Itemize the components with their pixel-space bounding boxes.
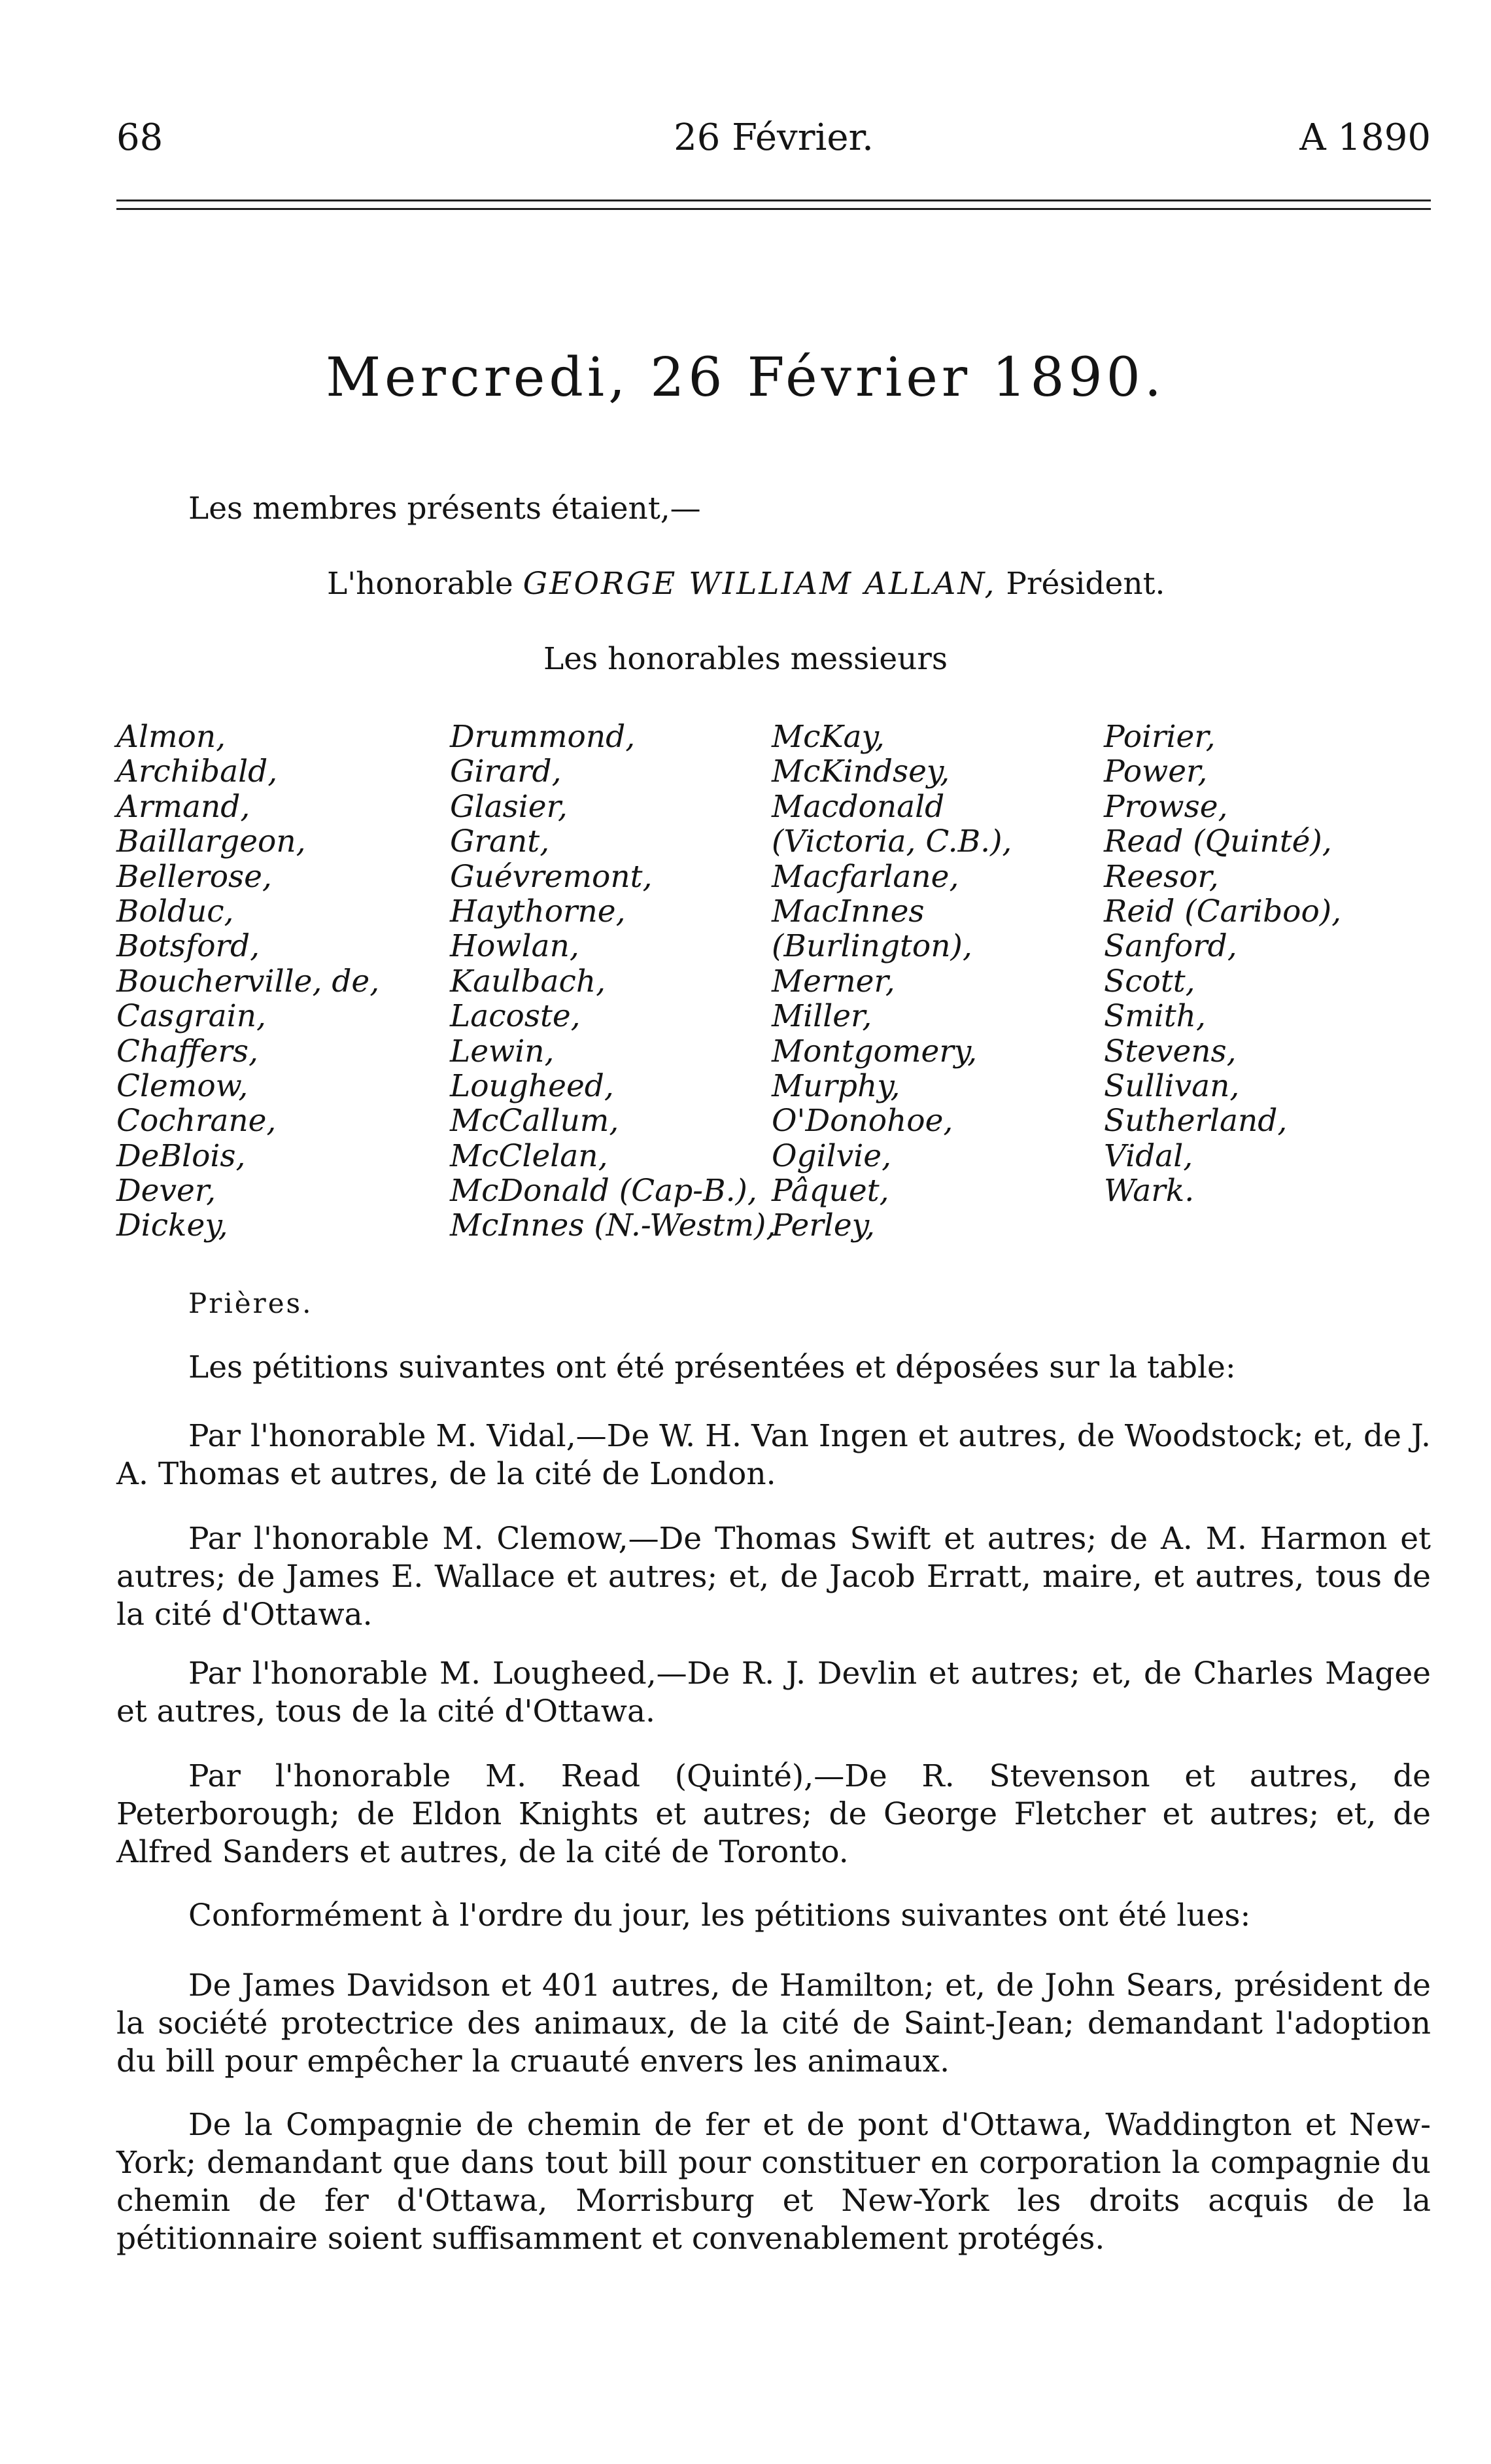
member-name: Miller, [772, 998, 872, 1035]
member-name: Kaulbach, [450, 963, 606, 999]
member-name: Dickey, [116, 1207, 228, 1244]
member-name: Boucherville, de, [116, 963, 380, 999]
member-name: Wark. [1104, 1173, 1195, 1209]
member-name: McKindsey, [772, 754, 950, 790]
member-name: Howlan, [450, 928, 579, 965]
paragraph-petition-vidal: Par l'honorable M. Vidal,—De W. H. Van Ingen et autres, de Woodstock; et, de J. A. Thomas et autres, de la cité de London. [116, 1418, 1431, 1492]
member-name: Glasier, [450, 788, 568, 825]
paragraph-petitions-presented: Les pétitions suivantes ont été présentées et déposées sur la table: [188, 1349, 1236, 1385]
member-name: Clemow, [116, 1067, 248, 1104]
member-name: McKay, [772, 719, 885, 755]
paragraph-petition-davidson: De James Davidson et 401 autres, de Hamilton; et, de John Sears, président de la société protectrice des animaux, de la cité de Saint-Jean; demandant l'adoption du bill pour empêcher la cruauté envers les animaux. [116, 1968, 1431, 2079]
member-name: Bolduc, [116, 893, 234, 929]
member-name: Vidal, [1104, 1137, 1193, 1174]
header-rule-bottom [116, 208, 1431, 210]
member-name: Poirier, [1104, 719, 1216, 755]
page-number: 68 [116, 116, 163, 159]
member-name: Botsford, [116, 928, 260, 965]
members-intro: Les membres présents étaient,— [188, 491, 701, 527]
members-column-4 [1104, 720, 1341, 1208]
member-name: Sullivan, [1104, 1067, 1240, 1104]
member-name: Bellerose, [116, 858, 272, 895]
member-name: McClelan, [450, 1137, 608, 1174]
member-name: McCallum, [450, 1103, 619, 1139]
member-name: Baillargeon, [116, 824, 306, 860]
member-name: Macdonald [772, 788, 945, 825]
member-name: Pâquet, [772, 1173, 889, 1209]
paragraph-petitions-read: Conformément à l'ordre du jour, les pétitions suivantes ont été lues: [188, 1898, 1251, 1934]
member-name: O'Donohoe, [772, 1103, 953, 1139]
member-name: DeBlois, [116, 1137, 246, 1174]
president-line [327, 566, 1165, 602]
header-date: 26 Février. [674, 116, 874, 159]
member-name: Montgomery, [772, 1033, 978, 1069]
paragraph-petition-read: Par l'honorable M. Read (Quinté),—De R. Stevenson et autres, de Peterborough; de Eldon Knights et autres; de George Fletcher et autres; et, de Alfred Sanders et autres, de la cité de Toronto. [116, 1758, 1431, 1870]
president-suffix: Président. [996, 566, 1165, 602]
member-name: Sutherland, [1104, 1103, 1288, 1139]
member-name: Lougheed, [450, 1067, 614, 1104]
member-name: Lewin, [450, 1033, 555, 1069]
member-name: Read (Quinté), [1104, 824, 1332, 860]
header-rule-top [116, 200, 1431, 201]
paragraph-petition-railway: De la Compagnie de chemin de fer et de pont d'Ottawa, Waddington et New-York; demandant que dans tout bill pour constituer en corporation la compagnie du chemin de fer d'Ottawa, Morrisburg et New-York les droits acquis de la pétitionnaire soient suffisamment et convenablement protégés. [116, 2107, 1431, 2257]
prayers-heading: Prières. [188, 1287, 313, 1319]
member-name: Scott, [1104, 963, 1195, 999]
members-heading: Les honorables messieurs [543, 641, 948, 677]
member-name: Girard, [450, 754, 562, 790]
member-name: Almon, [116, 719, 226, 755]
member-name: Armand, [116, 788, 250, 825]
member-name: Merner, [772, 963, 895, 999]
member-name: Archibald, [116, 754, 278, 790]
members-column-1 [116, 720, 379, 1243]
president-prefix: L'honorable [327, 566, 523, 602]
member-name: Guévremont, [450, 858, 653, 895]
member-name: Reid (Cariboo), [1104, 893, 1342, 929]
member-name: Stevens, [1104, 1033, 1237, 1069]
member-name: Sanford, [1104, 928, 1237, 965]
member-name: Power, [1104, 754, 1208, 790]
member-name: (Victoria, C.B.), [772, 824, 1012, 860]
member-name: Haythorne, [450, 893, 626, 929]
running-header [116, 116, 1431, 162]
member-name: Ogilvie, [772, 1137, 892, 1174]
members-column-2 [450, 720, 776, 1243]
member-name: (Burlington), [772, 928, 972, 965]
member-name: Lacoste, [450, 998, 581, 1035]
member-name: Dever, [116, 1173, 216, 1209]
member-name: Casgrain, [116, 998, 266, 1035]
paragraph-petition-clemow: Par l'honorable M. Clemow,—De Thomas Swift et autres; de A. M. Harmon et autres; de James E. Wallace et autres; et, de Jacob Erratt, maire, et autres, tous de la cité d'Ottawa. [116, 1521, 1431, 1633]
member-name: MacInnes [772, 893, 925, 929]
president-name: GEORGE WILLIAM ALLAN, [523, 566, 997, 602]
member-name: Smith, [1104, 998, 1206, 1035]
member-name: Grant, [450, 824, 550, 860]
member-name: Prowse, [1104, 788, 1228, 825]
members-column-3 [772, 720, 1012, 1243]
session-title: Mercredi, 26 Février 1890. [326, 347, 1165, 409]
member-name: Drummond, [450, 719, 636, 755]
header-year: A 1890 [1299, 116, 1431, 159]
member-name: McDonald (Cap-B.), [450, 1173, 757, 1209]
member-name: McInnes (N.-Westm), [450, 1207, 776, 1244]
member-name: Chaffers, [116, 1033, 258, 1069]
member-name: Reesor, [1104, 858, 1219, 895]
member-name: Cochrane, [116, 1103, 277, 1139]
paragraph-petition-lougheed: Par l'honorable M. Lougheed,—De R. J. Devlin et autres; et, de Charles Magee et autres, tous de la cité d'Ottawa. [116, 1656, 1431, 1729]
member-name: Perley, [772, 1207, 875, 1244]
member-name: Murphy, [772, 1067, 900, 1104]
member-name: Macfarlane, [772, 858, 959, 895]
